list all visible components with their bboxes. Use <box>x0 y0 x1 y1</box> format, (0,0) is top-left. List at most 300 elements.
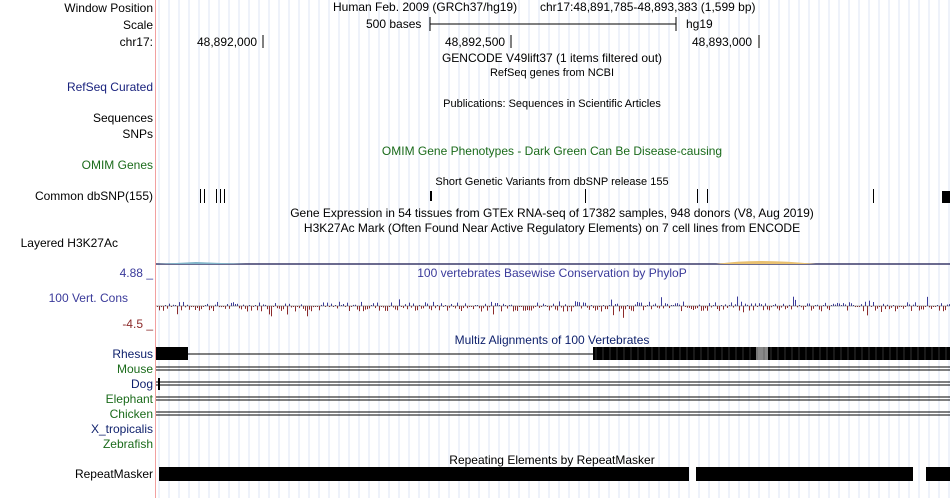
conservation-bar <box>425 302 426 306</box>
track-label-omim[interactable]: OMIM Genes <box>81 158 153 172</box>
conservation-bar <box>707 306 708 311</box>
conservation-bar <box>377 303 378 306</box>
conservation-bar <box>803 306 804 310</box>
conservation-bar <box>209 306 210 310</box>
ruler-tick-label: 48,892,500 <box>445 35 506 49</box>
conservation-bar <box>675 303 676 306</box>
conservation-bar <box>763 306 764 310</box>
dbsnp-variant <box>200 189 201 203</box>
conservation-bar <box>455 306 456 308</box>
conservation-bar <box>197 306 198 308</box>
conservation-bar <box>495 303 496 306</box>
conservation-bar <box>553 304 554 306</box>
conservation-bar <box>235 304 236 306</box>
conservation-bar <box>761 304 762 306</box>
conservation-bar <box>407 306 408 309</box>
conservation-bar <box>241 306 242 309</box>
conservation-bar <box>701 306 702 311</box>
conservation-bar <box>497 303 498 306</box>
conservation-bar <box>379 306 380 311</box>
conservation-bar <box>563 306 564 311</box>
track-label-conservation[interactable]: 100 Vert. Cons <box>48 291 128 305</box>
conservation-bar <box>301 304 302 306</box>
conservation-bar <box>397 306 398 310</box>
conservation-bar <box>943 306 944 311</box>
dbsnp-variant <box>204 189 205 203</box>
conservation-bar <box>183 302 184 306</box>
scale-db: hg19 <box>686 17 713 31</box>
conservation-bar <box>687 306 688 308</box>
conservation-bar <box>299 306 300 308</box>
conservation-bar <box>245 306 246 309</box>
conservation-bar <box>919 306 920 310</box>
repeat-element <box>926 467 950 481</box>
conservation-bar <box>715 302 716 306</box>
window-position-label: Window Position <box>64 1 153 15</box>
conservation-bar <box>885 306 886 309</box>
conservation-bar <box>411 306 412 308</box>
conservation-bar <box>793 297 794 306</box>
conservation-bar <box>349 306 350 311</box>
conservation-bar <box>487 306 488 311</box>
conservation-bar <box>461 306 462 311</box>
conservation-bar <box>261 306 262 311</box>
conservation-bar <box>359 306 360 311</box>
conservation-bar <box>655 304 656 306</box>
conservation-bar <box>549 306 550 310</box>
conservation-bar <box>607 306 608 309</box>
conservation-bar <box>559 301 560 306</box>
conservation-bar <box>439 306 440 310</box>
conservation-bar <box>177 306 178 314</box>
conservation-bar <box>555 306 556 309</box>
conservation-bar <box>775 304 776 306</box>
conservation-bar <box>289 304 290 306</box>
conservation-bar <box>201 306 202 309</box>
conservation-bar <box>361 302 362 306</box>
conservation-bar <box>941 303 942 306</box>
conservation-bar <box>891 306 892 308</box>
dbsnp-variant <box>220 189 221 203</box>
conservation-bar <box>307 306 308 316</box>
conservation-bar <box>833 304 834 306</box>
track-title-omim: OMIM Gene Phenotypes - Dark Green Can Be Disease-causing <box>381 144 723 158</box>
conservation-bar <box>663 306 664 308</box>
conservation-bar <box>875 306 876 311</box>
track-title-multiz: Multiz Alignments of 100 Vertebrates <box>454 333 650 347</box>
conservation-bar <box>581 306 582 308</box>
conservation-bar <box>615 304 616 306</box>
conservation-bar <box>395 306 396 310</box>
conservation-bar <box>447 306 448 311</box>
conservation-bar <box>697 306 698 308</box>
conservation-bar <box>787 306 788 308</box>
conservation-bar <box>623 306 624 318</box>
conservation-bar <box>665 303 666 306</box>
conservation-bar <box>597 306 598 310</box>
conservation-bar <box>483 306 484 308</box>
conservation-bar <box>515 306 516 310</box>
track-label-repeatmasker[interactable]: RepeatMasker <box>74 467 153 481</box>
conservation-bar <box>467 306 468 308</box>
conservation-bar <box>661 297 662 306</box>
conservation-bar <box>225 306 226 309</box>
conservation-bar <box>415 306 416 311</box>
conservation-bar <box>897 306 898 309</box>
conservation-bar <box>347 303 348 306</box>
conservation-bar <box>743 306 744 312</box>
conservation-bar <box>465 303 466 306</box>
track-label-sequences[interactable]: Sequences <box>92 111 153 125</box>
conservation-bar <box>811 306 812 311</box>
conservation-bar <box>575 301 576 306</box>
conservation-bar <box>731 302 732 306</box>
conservation-bar <box>689 306 690 308</box>
conservation-bar <box>659 306 660 308</box>
conservation-bar <box>189 306 190 310</box>
conservation-bar <box>539 306 540 308</box>
conservation-bar <box>403 306 404 308</box>
conservation-bar <box>531 306 532 310</box>
conservation-bar <box>231 303 232 306</box>
conservation-bar <box>537 303 538 306</box>
track-label-snps[interactable]: SNPs <box>122 127 153 141</box>
conservation-bar <box>271 306 272 316</box>
track-title-repeatmasker: Repeating Elements by RepeatMasker <box>449 453 655 467</box>
conservation-bar <box>651 306 652 309</box>
repeat-element <box>696 467 913 481</box>
conservation-bar <box>373 303 374 306</box>
conservation-bar <box>459 306 460 309</box>
conservation-bar <box>323 302 324 306</box>
conservation-bar <box>357 306 358 309</box>
conservation-bar <box>441 303 442 306</box>
conservation-bar <box>759 303 760 306</box>
conservation-bar <box>237 304 238 306</box>
conservation-bar <box>501 306 502 311</box>
conservation-bar <box>847 306 848 311</box>
conservation-bar <box>861 304 862 306</box>
track-label-dbsnp[interactable]: Common dbSNP(155) <box>34 189 153 203</box>
dbsnp-variant <box>585 189 586 203</box>
conservation-bar <box>791 306 792 309</box>
conservation-bar <box>217 302 218 306</box>
conservation-bar <box>227 304 228 306</box>
ruler-tick-label: 48,893,000 <box>692 35 753 49</box>
conservation-bar <box>873 302 874 306</box>
conservation-bar <box>785 306 786 309</box>
alignment-block <box>156 347 188 360</box>
conservation-bar <box>619 306 620 311</box>
conservation-bar <box>365 306 366 310</box>
conservation-bar <box>677 303 678 306</box>
gencode-feature <box>430 191 432 201</box>
h3k27ac-peak <box>716 261 816 264</box>
conservation-bar <box>693 306 694 310</box>
track-title-gencode: GENCODE V49lift37 (1 items filtered out) <box>441 51 663 65</box>
conservation-bar <box>723 306 724 310</box>
scale-label: Scale <box>122 18 153 32</box>
conservation-bar <box>839 304 840 306</box>
track-label-h3k27ac[interactable]: Layered H3K27Ac <box>20 236 118 250</box>
conservation-bar <box>915 302 916 306</box>
conservation-bar <box>413 303 414 306</box>
conservation-bar <box>327 303 328 306</box>
conservation-bar <box>305 306 306 311</box>
conservation-bar <box>527 306 528 310</box>
conservation-bar <box>849 302 850 306</box>
track-label-refseq[interactable]: RefSeq Curated <box>66 80 153 94</box>
species-label-mouse[interactable]: Mouse <box>116 362 153 376</box>
label-separator <box>155 0 156 498</box>
conservation-bar <box>181 306 182 310</box>
conservation-bar <box>385 306 386 311</box>
conservation-bar <box>911 306 912 311</box>
conservation-bar <box>783 304 784 306</box>
track-title-dbsnp: Short Genetic Variants from dbSNP release 155 <box>435 176 669 188</box>
conservation-bar <box>303 306 304 309</box>
conservation-bar <box>851 303 852 306</box>
conservation-bar <box>867 306 868 315</box>
conservation-bar <box>749 306 750 311</box>
repeat-element <box>159 467 689 481</box>
conservation-bar <box>931 306 932 309</box>
scale-text: 500 bases <box>366 17 422 31</box>
conservation-bar <box>451 304 452 306</box>
conservation-bar <box>557 306 558 310</box>
conservation-bar <box>727 306 728 308</box>
conservation-bar <box>239 306 240 308</box>
conservation-bar <box>523 306 524 311</box>
conservation-bar <box>433 302 434 306</box>
conservation-bar <box>195 306 196 310</box>
conservation-bar <box>421 306 422 309</box>
track-title-conservation: 100 vertebrates Basewise Conservation by PhyloP <box>417 266 687 280</box>
conservation-bar <box>593 306 594 308</box>
conservation-bar <box>903 306 904 309</box>
species-label-xtropicalis[interactable]: X_tropicalis <box>90 422 153 436</box>
conservation-bar <box>167 306 168 309</box>
conservation-bar <box>311 306 312 311</box>
conservation-bar <box>735 304 736 306</box>
conservation-bar <box>737 297 738 306</box>
conservation-bar <box>611 300 612 306</box>
conservation-bar <box>751 304 752 306</box>
species-label-elephant[interactable]: Elephant <box>105 392 153 406</box>
species-label-rhesus[interactable]: Rhesus <box>112 347 153 361</box>
conservation-bar <box>577 302 578 306</box>
conservation-bar <box>169 304 170 306</box>
conservation-bar <box>769 306 770 310</box>
conservation-bar <box>745 304 746 306</box>
conservation-bar <box>583 302 584 306</box>
conservation-bar <box>257 306 258 310</box>
conservation-max-label: 4.88 _ <box>119 266 153 280</box>
conservation-bar <box>621 306 622 309</box>
conservation-bar <box>543 304 544 306</box>
conservation-bar <box>283 306 284 309</box>
conservation-bar <box>513 306 514 311</box>
track-title-refseq: RefSeq genes from NCBI <box>489 67 615 79</box>
conservation-bar <box>295 306 296 311</box>
conservation-bar <box>921 306 922 309</box>
conservation-bar <box>435 306 436 308</box>
conservation-bar <box>819 306 820 310</box>
conservation-bar <box>343 304 344 306</box>
conservation-bar <box>709 303 710 306</box>
conservation-bar <box>565 304 566 306</box>
conservation-bar <box>605 306 606 309</box>
species-label-dog[interactable]: Dog <box>130 377 153 391</box>
conservation-bar <box>337 306 338 308</box>
conservation-bar <box>211 306 212 308</box>
species-label-zebrafish[interactable]: Zebrafish <box>102 437 153 451</box>
conservation-bar <box>927 297 928 306</box>
conservation-bar <box>229 306 230 309</box>
conservation-bar <box>881 306 882 312</box>
conservation-bar <box>199 306 200 311</box>
conservation-bar <box>641 303 642 306</box>
conservation-bar <box>481 306 482 311</box>
conservation-bar <box>869 301 870 306</box>
conservation-bar <box>259 303 260 306</box>
conservation-bar <box>739 306 740 311</box>
conservation-bar <box>479 306 480 308</box>
conservation-bar <box>705 306 706 308</box>
conservation-bar <box>431 306 432 310</box>
conservation-bar <box>625 306 626 309</box>
conservation-bar <box>423 306 424 308</box>
conservation-bar <box>493 306 494 314</box>
conservation-bar <box>309 306 310 310</box>
dbsnp-variant <box>216 189 217 203</box>
dbsnp-variant <box>942 191 950 203</box>
conservation-bar <box>741 302 742 306</box>
conservation-bar <box>457 303 458 306</box>
conservation-bar <box>883 304 884 306</box>
conservation-bar <box>681 306 682 311</box>
conservation-bar <box>703 306 704 311</box>
conservation-bar <box>567 306 568 311</box>
conservation-bar <box>795 300 796 306</box>
conservation-bar <box>877 306 878 309</box>
conservation-bar <box>601 306 602 311</box>
dbsnp-variant <box>707 189 708 203</box>
conservation-bar <box>485 304 486 306</box>
conservation-bar <box>369 306 370 308</box>
conservation-bar <box>525 306 526 311</box>
conservation-bar <box>277 306 278 308</box>
conservation-bar <box>683 302 684 306</box>
conservation-bar <box>287 306 288 314</box>
conservation-bar <box>829 306 830 310</box>
conservation-bar <box>643 306 644 310</box>
conservation-bar <box>533 306 534 308</box>
conservation-bar <box>767 306 768 309</box>
conservation-bar <box>267 306 268 309</box>
conservation-bar <box>863 306 864 311</box>
conservation-bar <box>399 299 400 306</box>
assembly-title: Human Feb. 2009 (GRCh37/hg19) <box>333 0 518 14</box>
conservation-bar <box>691 306 692 309</box>
track-title-publications: Publications: Sequences in Scientific Articles <box>443 98 661 110</box>
conservation-bar <box>251 306 252 311</box>
conservation-bar <box>375 306 376 308</box>
conservation-bar <box>517 306 518 311</box>
conservation-bar <box>405 304 406 306</box>
conservation-bar <box>629 306 630 309</box>
conservation-bar <box>213 306 214 311</box>
conservation-bar <box>865 302 866 306</box>
conservation-bar <box>463 306 464 308</box>
conservation-bar <box>585 303 586 306</box>
conservation-bar <box>639 303 640 306</box>
species-label-chicken[interactable]: Chicken <box>109 407 153 421</box>
conservation-bar <box>179 302 180 306</box>
chrom-label: chr17: <box>119 35 153 49</box>
conservation-bar <box>617 304 618 306</box>
conservation-bar <box>765 303 766 306</box>
conservation-bar <box>809 304 810 306</box>
conservation-bar <box>837 303 838 306</box>
conservation-bar <box>667 304 668 306</box>
conservation-bar <box>207 304 208 306</box>
conservation-bar <box>331 304 332 306</box>
ruler-tick-label: 48,892,000 <box>197 35 258 49</box>
conservation-bar <box>649 302 650 306</box>
conservation-bar <box>269 306 270 314</box>
conservation-bar <box>589 306 590 310</box>
conservation-bar <box>923 306 924 310</box>
conservation-bar <box>319 306 320 310</box>
conservation-bar <box>779 306 780 310</box>
conservation-bar <box>595 306 596 311</box>
conservation-bar <box>417 306 418 310</box>
dbsnp-variant <box>224 189 225 203</box>
conservation-bar <box>275 303 276 306</box>
conservation-bar <box>633 306 634 311</box>
conservation-bar <box>571 306 572 311</box>
dbsnp-variant <box>873 189 874 203</box>
conservation-bar <box>427 304 428 306</box>
track-title-h3k27ac: H3K27Ac Mark (Often Found Near Active Regulatory Elements) on 7 cell lines from ENCODE <box>303 221 801 235</box>
conservation-bar <box>755 303 756 306</box>
conservation-bar <box>247 306 248 311</box>
conservation-bar <box>507 306 508 309</box>
conservation-bar <box>503 304 504 306</box>
conservation-bar <box>491 302 492 306</box>
conservation-bar <box>717 306 718 309</box>
position-readout: chr17:48,891,785-48,893,383 (1,599 bp) <box>540 0 756 14</box>
conservation-bar <box>387 306 388 311</box>
conservation-bar <box>233 302 234 306</box>
conservation-bar <box>613 306 614 315</box>
conservation-bar <box>889 306 890 309</box>
conservation-bar <box>391 302 392 306</box>
conservation-bar <box>159 306 160 310</box>
conservation-bar <box>843 303 844 306</box>
conservation-bar <box>825 303 826 306</box>
conservation-min-label: -4.5 _ <box>122 317 153 331</box>
conservation-bar <box>807 303 808 306</box>
conservation-bar <box>821 306 822 311</box>
conservation-bar <box>529 306 530 310</box>
conservation-bar <box>163 306 164 311</box>
conservation-bar <box>363 306 364 311</box>
conservation-bar <box>637 302 638 306</box>
conservation-bar <box>473 306 474 309</box>
conservation-bar <box>753 306 754 310</box>
